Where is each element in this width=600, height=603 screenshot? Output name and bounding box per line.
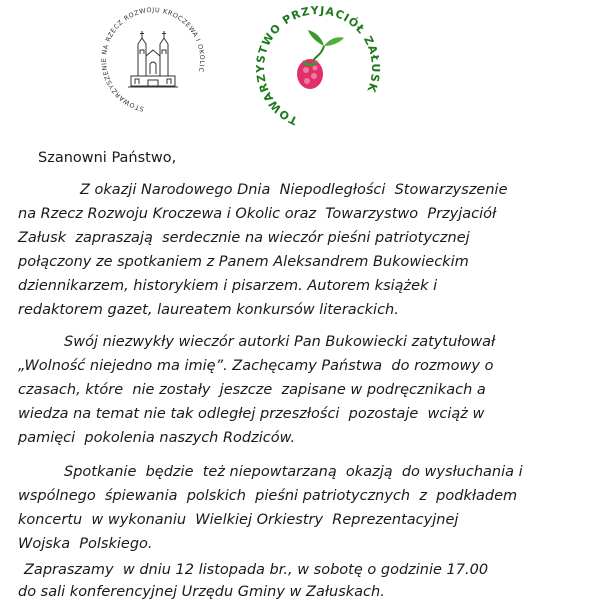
paragraph-3-line: wspólnego śpiewania polskich pieśni patriotycznych z podkładem <box>18 488 518 504</box>
strawberry-icon <box>297 30 344 89</box>
paragraph-2-line: wiedza na temat nie tak odległej przeszłości pozostaje wciąż w <box>18 406 485 422</box>
paragraph-3-line: koncertu w wykonaniu Wielkiej Orkiestry Reprezentacyjnej <box>18 512 459 528</box>
paragraph-2-line: „Wolność niejedno ma imię”. Zachęcamy Państwa do rozmowy o <box>18 358 494 374</box>
paragraph-1-line: na Rzecz Rozwoju Kroczewa i Okolic oraz Towarzystwo Przyjaciół <box>18 206 497 222</box>
paragraph-1-line: redaktorem gazet, laureatem konkursów literackich. <box>18 302 399 318</box>
paragraph-3-line: Spotkanie będzie też niepowtarzaną okazją do wysłuchania i <box>64 464 523 480</box>
paragraph-4-line: Zapraszamy w dniu 12 listopada br., w sobotę o godzinie 17.00 <box>24 562 489 578</box>
paragraph-2-line: Swój niezwykły wieczór autorki Pan Bukowiecki zatytułował <box>64 334 496 350</box>
seal-ring-text: STOWARZYSZENIE NA RZECZ ROZWOJU KROCZEWA I OKOLIC <box>100 5 207 114</box>
greeting: Szanowni Państwo, <box>38 150 177 166</box>
paragraph-2-line: pamięci pokolenia naszych Rodziców. <box>18 430 296 446</box>
paragraph-1-line: połączony ze spotkaniem z Panem Aleksandrem Bukowieckim <box>18 254 469 270</box>
association-seal-logo <box>98 4 208 116</box>
church-drawing <box>128 31 178 87</box>
paragraph-3-line: Wojska Polskiego. <box>18 536 153 552</box>
strawberry-ring-text: TOWARZYSTWO PRZYJACIÓŁ ZAŁUSK <box>254 3 383 128</box>
society-strawberry-logo <box>252 2 384 132</box>
paragraph-1-line: Z okazji Narodowego Dnia Niepodległości Stowarzyszenie <box>80 182 508 198</box>
paragraph-2-line: czasach, które nie zostały jeszcze zapisane w podręcznikach a <box>18 382 486 398</box>
paragraph-1-line: dziennikarzem, historykiem i pisarzem. Autorem książek i <box>18 278 438 294</box>
paragraph-1-line: Załusk zapraszają serdecznie na wieczór pieśni patriotycznej <box>18 230 470 246</box>
paragraph-4-line: do sali konferencyjnej Urzędu Gminy w Załuskach. <box>18 584 385 600</box>
